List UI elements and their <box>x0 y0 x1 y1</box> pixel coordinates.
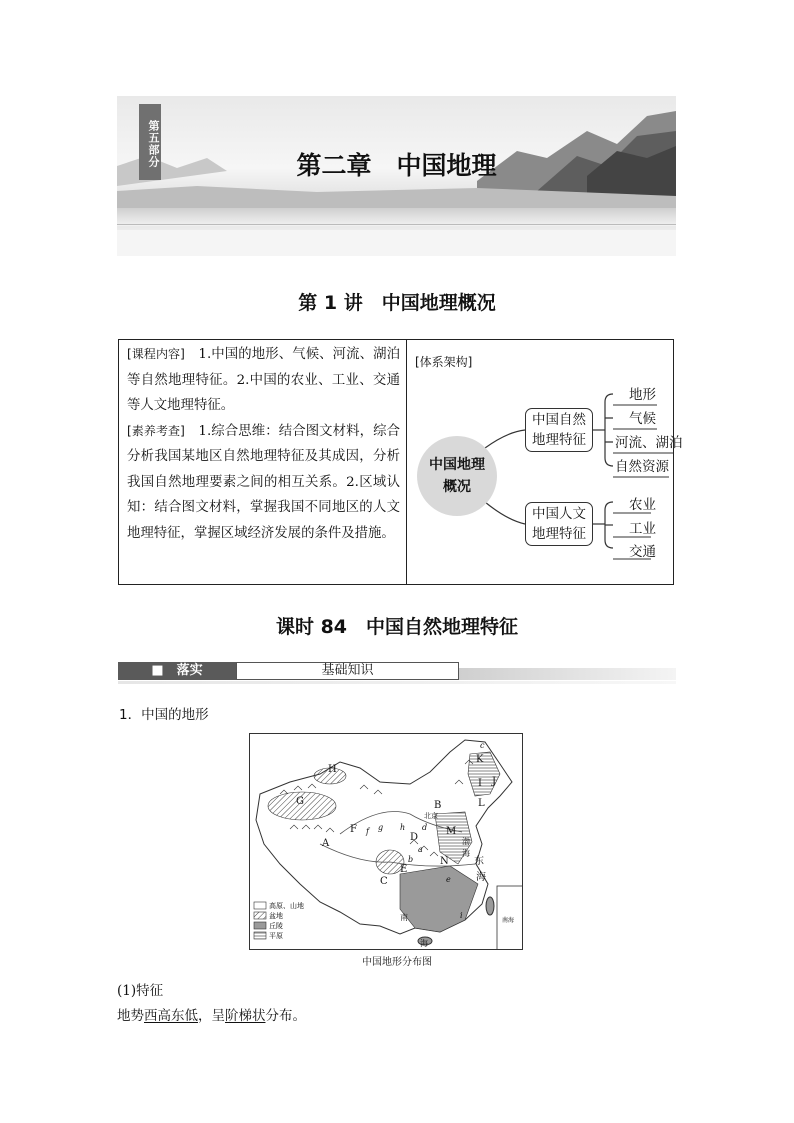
china-map-image <box>250 734 523 950</box>
map-letter-f: f <box>366 827 369 836</box>
map-place-label: 北京 <box>424 812 438 820</box>
map-letter-g: g <box>378 823 384 832</box>
natural-geography-node <box>525 408 593 452</box>
course-requirements-cell <box>119 340 407 584</box>
map-letter-M: M <box>446 826 457 837</box>
section-bar-underline <box>118 681 676 684</box>
map-letter-a: a <box>418 845 423 854</box>
map-letter-h: h <box>400 823 406 832</box>
system-framework-label: [体系架构] <box>415 355 473 369</box>
map-letter-F: F <box>350 824 357 835</box>
lecture-title: 第 1 讲 中国地理概况 <box>298 292 496 314</box>
chapter-banner <box>117 96 676 256</box>
leaf-natural-resources: 自然资源 <box>615 459 669 475</box>
leaf-agriculture: 农业 <box>629 497 656 513</box>
map-place-label: 海 <box>462 849 470 858</box>
map-place-label: 海 <box>476 872 486 883</box>
course-content-text: 1.中国的地形、气候、河流、湖泊等自然地理特征。2.中国的农业、工业、交通等人文地理特征。 <box>127 347 400 413</box>
underlined-key-term-1: 西高东低 <box>144 1008 198 1024</box>
map-letter-J: J <box>492 776 497 787</box>
part-label: 第五部分 <box>139 104 161 180</box>
map-letter-e: e <box>446 875 451 884</box>
map-place-label: 海 <box>420 939 428 948</box>
map-letter-H: H <box>328 764 337 775</box>
china-terrain-map <box>249 733 523 950</box>
map-legend <box>254 901 304 940</box>
inset-label: 南海 <box>502 917 515 924</box>
section-bar <box>118 662 676 684</box>
item-heading: 1．中国的地形 <box>119 707 209 723</box>
center-node-label: 中国地理概况 <box>429 457 485 495</box>
map-letter-N: N <box>440 856 449 867</box>
section-bar-decoration <box>459 668 676 680</box>
system-framework-cell <box>407 340 683 584</box>
map-letter-G: G <box>296 796 304 807</box>
legend-plain: 平原 <box>269 932 283 940</box>
underlined-key-term-2: 阶梯状 <box>225 1008 266 1024</box>
sentence-suffix: 分布。 <box>265 1008 306 1024</box>
section-subtitle: 基础知识 <box>236 662 459 680</box>
map-letter-A: A <box>322 838 330 849</box>
map-place-label: 东 <box>474 856 484 867</box>
competency-label: [素养考查] <box>127 423 185 438</box>
course-overview-table <box>118 339 683 585</box>
map-letter-c: c <box>480 741 485 750</box>
leaf-rivers-lakes: 河流、湖泊 <box>615 435 683 451</box>
sub-heading: (1)特征 <box>117 983 164 999</box>
leaf-climate: 气候 <box>629 411 656 427</box>
mind-map-center-node <box>417 436 497 516</box>
legend-plateau-mountain: 高原、山地 <box>269 902 304 910</box>
natural-geography-label: 中国自然地理特征 <box>532 412 586 448</box>
leaf-industry: 工业 <box>629 521 656 537</box>
map-letter-C: C <box>380 876 388 887</box>
chapter-title: 第二章 中国地理 <box>296 151 497 180</box>
map-letter-d: d <box>422 823 428 832</box>
map-letter-E: E <box>400 864 408 875</box>
sentence-prefix: 地势 <box>117 1008 144 1024</box>
map-caption: 中国地形分布图 <box>362 957 432 968</box>
map-place-label: 南 <box>400 913 408 922</box>
leaf-transport: 交通 <box>629 544 656 560</box>
lesson-title: 课时 84 中国自然地理特征 <box>275 616 519 638</box>
human-geography-node <box>525 502 593 546</box>
feature-sentence <box>117 1004 306 1024</box>
map-letter-b: b <box>408 855 414 864</box>
map-letter-D: D <box>410 832 419 843</box>
competency-text: 1.综合思维：结合图文材料，综合分析我国某地区自然地理特征及其成因，分析我国自然地理要素之间的相互关系。2.区域认知：结合图文材料，掌握我国不同地区的人文地理特征，掌握区域经济发展的条件及措施。 <box>127 423 400 541</box>
legend-basin: 盆地 <box>269 912 283 920</box>
map-letter-I: I <box>478 778 482 789</box>
map-place-label: 渤 <box>462 837 470 846</box>
map-letter-K: K <box>476 754 484 765</box>
sentence-middle: ，呈 <box>198 1008 225 1024</box>
map-letter-B: B <box>434 800 442 811</box>
human-geography-label: 中国人文地理特征 <box>532 506 586 542</box>
leaf-terrain: 地形 <box>629 387 656 403</box>
legend-hills: 丘陵 <box>269 922 283 930</box>
map-letter-L: L <box>478 798 485 809</box>
map-letter-i: i <box>460 911 463 920</box>
course-content-label: [课程内容] <box>127 347 185 361</box>
section-tag: ■ 落实 <box>118 662 236 680</box>
